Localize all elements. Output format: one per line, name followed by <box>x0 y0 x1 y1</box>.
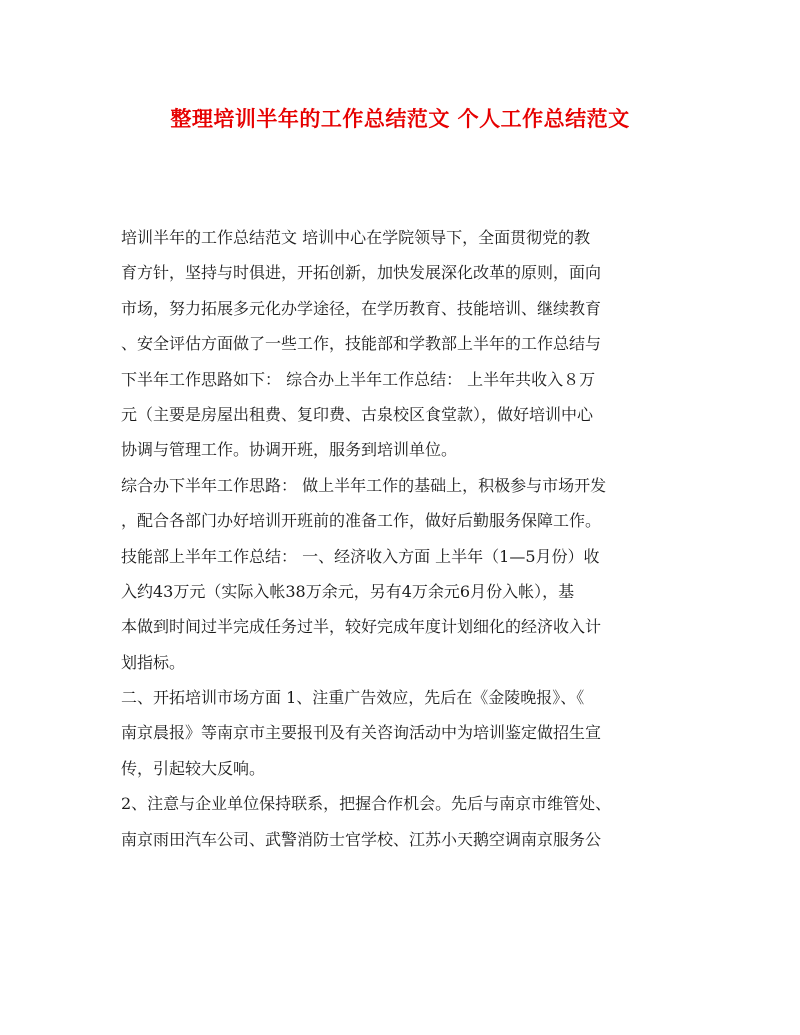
body-line: 划指标。 <box>121 652 186 672</box>
body-line: 入约43万元（实际入帐38万余元，另有4万余元6月份入帐），基 <box>121 581 575 601</box>
body-line: 2、注意与企业单位保持联系，把握合作机会。先后与南京市维管处、 <box>121 794 612 814</box>
body-line: ，配合各部门办好培训开班前的准备工作，做好后勤服务保障工作。 <box>121 511 602 531</box>
body-line: 南京晨报》等南京市主要报刊及有关咨询活动中为培训鉴定做招生宣 <box>121 723 602 743</box>
body-line: 综合办下半年工作思路： 做上半年工作的基础上，积极参与市场开发 <box>121 475 607 495</box>
body-line: 二、开拓培训市场方面 1、注重广告效应，先后在《金陵晚报》、《 <box>121 688 585 708</box>
document-body <box>121 220 677 857</box>
body-line: 育方针，坚持与时俱进，开拓创新，加快发展深化改革的原则，面向 <box>121 263 602 283</box>
body-line: 培训半年的工作总结范文 培训中心在学院领导下，全面贯彻党的教 <box>121 228 591 247</box>
body-line: 技能部上半年工作总结： 一、经济收入方面 上半年（1—5月份）收 <box>121 546 600 566</box>
body-line: 本做到时间过半完成任务过半，较好完成年度计划细化的经济收入计 <box>121 617 602 637</box>
body-line: 传，引起较大反响。 <box>121 758 266 778</box>
body-line: 下半年工作思路如下： 综合办上半年工作总结： 上半年共收入８万 <box>121 369 596 389</box>
body-line: 南京雨田汽车公司、武警消防士官学校、江苏小天鹅空调南京服务公 <box>121 829 602 849</box>
document-title: 整理培训半年的工作总结范文 个人工作总结范文 <box>170 106 630 131</box>
body-line: 协调与管理工作。协调开班，服务到培训单位。 <box>121 440 458 460</box>
body-line: 、安全评估方面做了一些工作，技能部和学教部上半年的工作总结与 <box>121 334 602 354</box>
body-line: 元（主要是房屋出租费、复印费、古泉校区食堂款），做好培训中心 <box>121 404 594 424</box>
body-line: 市场，努力拓展多元化办学途径，在学历教育、技能培训、继续教育 <box>121 298 602 318</box>
